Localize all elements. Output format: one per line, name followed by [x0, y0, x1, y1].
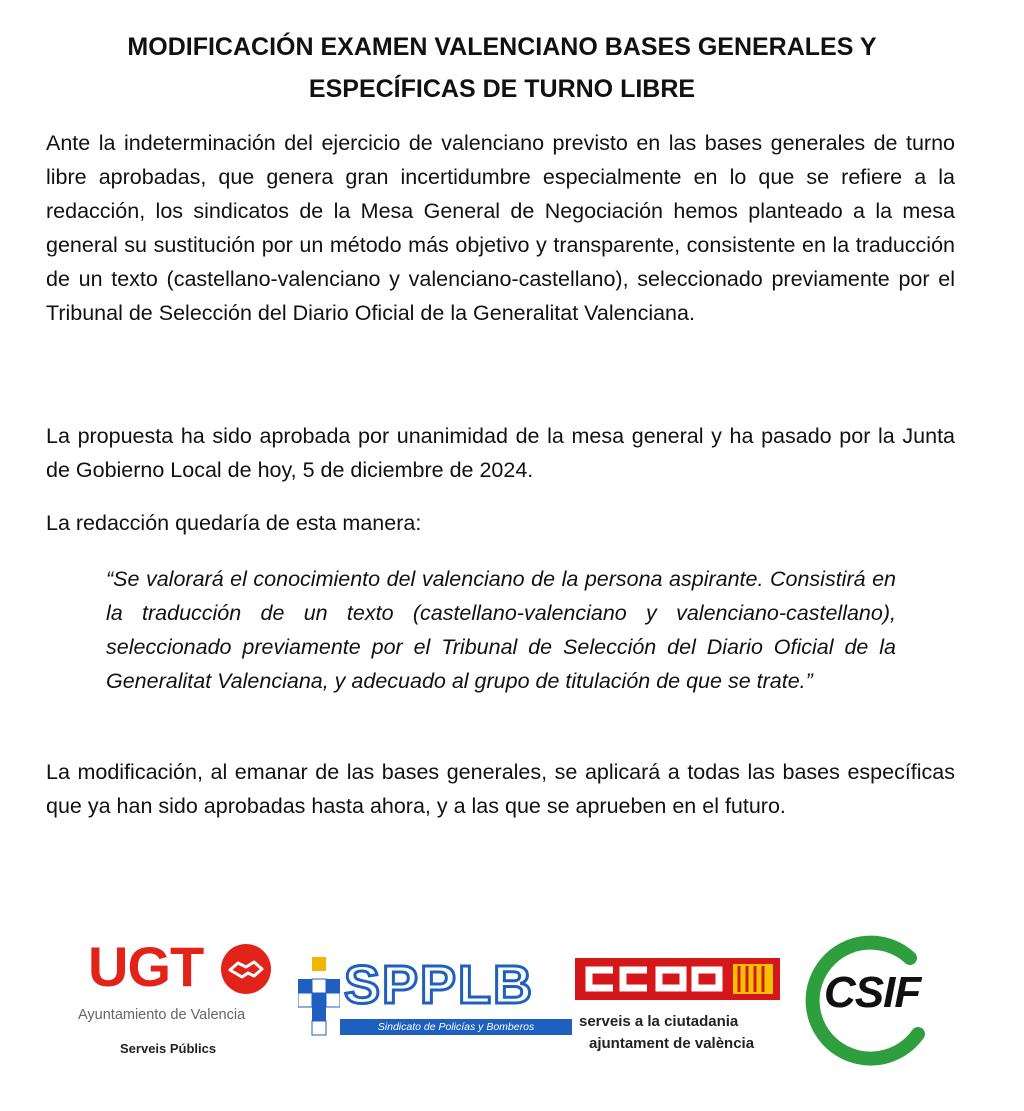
- title-line-2: ESPECÍFICAS DE TURNO LIBRE: [308, 75, 696, 103]
- checkered-cross-icon: [298, 957, 340, 1037]
- title-line-1: MODIFICACIÓN EXAMEN VALENCIANO BASES GENERALES Y: [127, 33, 877, 61]
- spplb-logo: [298, 955, 578, 1045]
- ccoo-logo-line1: serveis a la ciutadania: [579, 1013, 739, 1030]
- quoted-wording: “Se valorará el conocimiento del valenciano de la persona aspirante. Consistirá en la traducción de un texto (castellano-valenciano y valenciano-castellano), seleccionado previamente por el Tribunal de Selección del Diario Oficial de la Generalitat Valenciana, y adecuado al grupo de titulación de que se trate.”: [106, 567, 896, 693]
- paragraph-wording-intro: La redacción quedaría de esta manera:: [46, 511, 422, 535]
- csif-logo: [800, 930, 940, 1070]
- ugt-logo-word: UGT: [88, 935, 204, 998]
- handshake-icon: [220, 943, 272, 995]
- spplb-logo-tagline: Sindicato de Policías y Bomberos: [340, 1019, 572, 1035]
- spplb-logo-word: SPPLB: [344, 955, 535, 1015]
- paragraph-scope: La modificación, al emanar de las bases generales, se aplicará a todas las bases específicas que ya han sido aprobadas hasta ahora, y a las que se aprueben en el futuro.: [46, 760, 955, 818]
- ccoo-logo-line2: ajuntament de valència: [589, 1035, 755, 1052]
- ccoo-letters-mark: [575, 958, 780, 1000]
- ugt-logo-line1: Ayuntamiento de Valencia: [78, 1007, 246, 1023]
- paragraph-approval: La propuesta ha sido aprobada por unanimidad de la mesa general y ha pasado por la Junta de Gobierno Local de hoy, 5 de diciembre de 2024.: [46, 424, 955, 482]
- ugt-logo: [70, 935, 290, 1060]
- document-title: [30, 26, 974, 110]
- csif-logo-word: CSIF: [824, 968, 921, 1017]
- ugt-logo-line2: Serveis Públics: [120, 1041, 217, 1056]
- paragraph-intro: Ante la indeterminación del ejercicio de valenciano previsto en las bases generales de turno libre aprobadas, que genera gran incertidumbre especialmente en lo que se refiere a la redacción, los sindicatos de la Mesa General de Negociación hemos planteado a la mesa general su sustitución por un método más objetivo y transparente, consistente en la traducción de un texto (castellano-valenciano y valenciano-castellano), seleccionado previamente por el Tribunal de Selección del Diario Oficial de la Generalitat Valenciana.: [46, 131, 955, 325]
- ccoo-logo: [575, 958, 795, 1068]
